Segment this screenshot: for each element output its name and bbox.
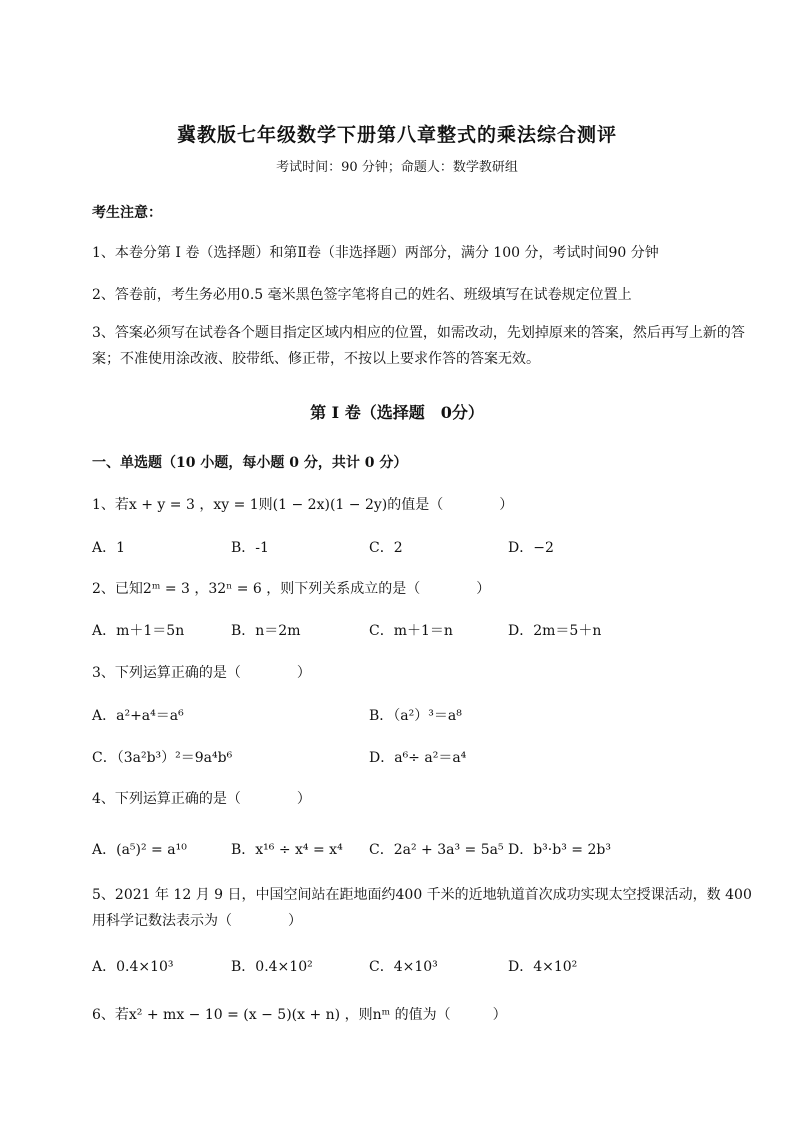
notice-item: 1、本卷分第 I 卷（选择题）和第Ⅱ卷（非选择题）两部分，满分 100 分，考试时间90 分钟 bbox=[92, 245, 659, 261]
question-stem: 1、若x + y = 3 ，xy = 1则(1 − 2x)(1 − 2y)的值是（ ） bbox=[92, 497, 514, 513]
exam-meta: 考试时间：90 分钟；命题人：数学教研组 bbox=[276, 160, 518, 175]
option-b: B．x¹⁶ ÷ x⁴ = x⁴ bbox=[231, 842, 343, 858]
option-a: A．a²+a⁴＝a⁶ bbox=[92, 708, 184, 724]
option-b: B．（a²）³＝a⁸ bbox=[369, 708, 462, 724]
option-d: D．−2 bbox=[508, 540, 554, 556]
option-c: C．（3a²b³）²＝9a⁴b⁶ bbox=[92, 750, 233, 766]
option-a: A．m＋1＝5n bbox=[92, 623, 185, 639]
question-stem: 3、下列运算正确的是（ ） bbox=[92, 665, 311, 681]
option-b: B．n＝2m bbox=[231, 623, 301, 639]
part-title: 第 I 卷（选择题 0分） bbox=[310, 403, 484, 422]
question-stem: 6、若x² + mx − 10 = (x − 5)(x + n) ，则nᵐ 的值为（ ） bbox=[92, 1007, 507, 1023]
option-a: A．0.4×10³ bbox=[92, 959, 174, 975]
page-title: 冀教版七年级数学下册第八章整式的乘法综合测评 bbox=[176, 124, 617, 146]
notice-item: 2、答卷前，考生务必用0.5 毫米黑色签字笔将自己的姓名、班级填写在试卷规定位置上 bbox=[92, 287, 632, 303]
option-d: D．4×10² bbox=[508, 959, 578, 975]
question-stem: 2、已知2ᵐ = 3 ，32ⁿ = 6 ，则下列关系成立的是（ ） bbox=[92, 581, 491, 597]
notice-heading: 考生注意： bbox=[92, 205, 162, 221]
option-b: B．-1 bbox=[231, 540, 269, 556]
option-a: A．1 bbox=[92, 540, 126, 556]
option-a: A．(a⁵)² = a¹⁰ bbox=[92, 842, 187, 858]
option-c: C．4×10³ bbox=[369, 959, 438, 975]
question-stem: 4、下列运算正确的是（ ） bbox=[92, 791, 311, 807]
option-d: D．b³·b³ = 2b³ bbox=[508, 842, 611, 858]
section-heading: 一、单选题（10 小题，每小题 0 分，共计 0 分） bbox=[92, 455, 408, 471]
option-d: D．a⁶÷ a²＝a⁴ bbox=[369, 750, 467, 766]
option-b: B．0.4×10² bbox=[231, 959, 313, 975]
notice-item: 3、答案必须写在试卷各个题目指定区域内相应的位置，如需改动，先划掉原来的答案，然后再写上新的答案；不准使用涂改液、胶带纸、修正带，不按以上要求作答的答案无效。 bbox=[92, 325, 745, 367]
option-c: C．m＋1＝n bbox=[369, 623, 453, 639]
option-c: C．2 bbox=[369, 540, 403, 556]
option-c: C．2a² + 3a³ = 5a⁵ bbox=[369, 842, 504, 858]
question-stem: 5、2021 年 12 月 9 日，中国空间站在距地面约400 千米的近地轨道首次成功实现太空授课活动，数 400 用科学记数法表示为（ ） bbox=[92, 887, 752, 929]
option-d: D．2m＝5＋n bbox=[508, 623, 602, 639]
